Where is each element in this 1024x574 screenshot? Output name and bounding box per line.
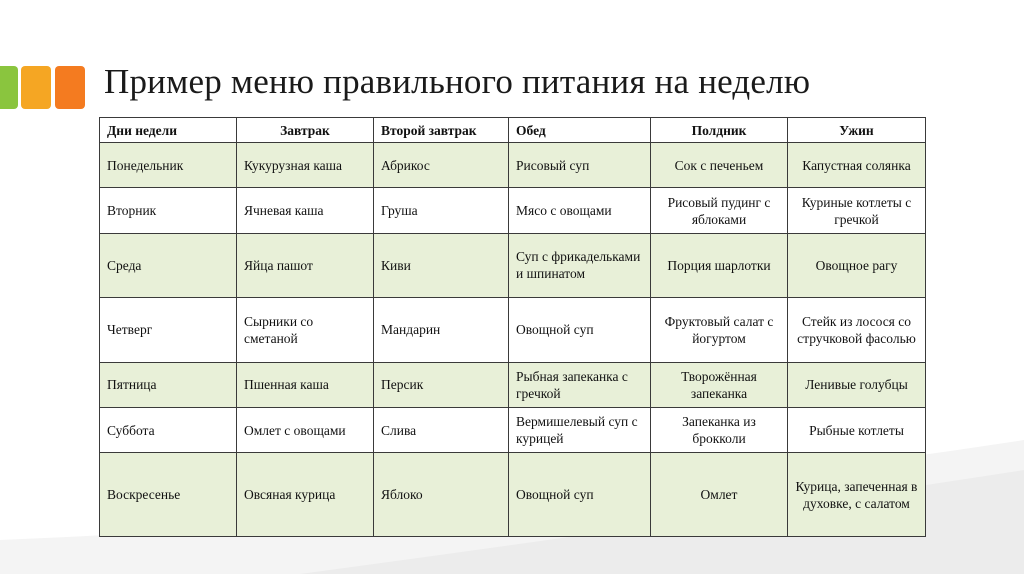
table-cell: Кукурузная каша	[237, 143, 374, 188]
table-cell: Запеканка из брокколи	[651, 408, 788, 453]
table-row	[100, 143, 926, 188]
table-cell: Груша	[374, 188, 509, 233]
table-cell: Стейк из лосося со стручковой фасолью	[788, 298, 926, 362]
table-cell: Куриные котлеты с гречкой	[788, 188, 926, 233]
table-cell: Воскресенье	[100, 453, 237, 537]
table-cell: Сырники со сметаной	[237, 298, 374, 362]
table-cell: Овощной суп	[509, 453, 651, 537]
table-cell: Мандарин	[374, 298, 509, 362]
table-cell: Понедельник	[100, 143, 237, 188]
table-cell: Сок с печеньем	[651, 143, 788, 188]
table-row	[100, 188, 926, 233]
table-cell: Рыбная запеканка с гречкой	[509, 362, 651, 407]
table-cell: Яблоко	[374, 453, 509, 537]
table-cell: Пятница	[100, 362, 237, 407]
table-cell: Овощное рагу	[788, 233, 926, 297]
table-cell: Ленивые голубцы	[788, 362, 926, 407]
table-cell: Овощной суп	[509, 298, 651, 362]
table-cell: Порция шарлотки	[651, 233, 788, 297]
header-cell: Ужин	[788, 118, 926, 143]
table-cell: Фруктовый салат с йогуртом	[651, 298, 788, 362]
table-cell: Абрикос	[374, 143, 509, 188]
table-cell: Рисовый пудинг с яблоками	[651, 188, 788, 233]
table-cell: Ячневая каша	[237, 188, 374, 233]
table-cell: Киви	[374, 233, 509, 297]
table-row	[100, 298, 926, 362]
table-row	[100, 362, 926, 407]
table-cell: Овсяная курица	[237, 453, 374, 537]
table-cell: Слива	[374, 408, 509, 453]
table-cell: Вторник	[100, 188, 237, 233]
table-cell: Творожённая запеканка	[651, 362, 788, 407]
table-cell: Суп с фрикадельками и шпинатом	[509, 233, 651, 297]
accent-square-orange	[55, 66, 85, 109]
table-row	[100, 453, 926, 537]
accent-square-yellow	[21, 66, 51, 109]
table-row	[100, 408, 926, 453]
table-cell: Пшенная каша	[237, 362, 374, 407]
weekly-menu-table	[99, 117, 926, 537]
table-cell: Омлет	[651, 453, 788, 537]
table-cell: Рисовый суп	[509, 143, 651, 188]
table-cell: Омлет с овощами	[237, 408, 374, 453]
table-cell: Среда	[100, 233, 237, 297]
table-cell: Капустная солянка	[788, 143, 926, 188]
table-row	[100, 233, 926, 297]
header-cell: Завтрак	[237, 118, 374, 143]
slide-title: Пример меню правильного питания на неделю	[104, 62, 811, 101]
table-cell: Мясо с овощами	[509, 188, 651, 233]
header-cell: Дни недели	[100, 118, 237, 143]
header-cell: Полдник	[651, 118, 788, 143]
header-cell: Обед	[509, 118, 651, 143]
table-cell: Вермишелевый суп с курицей	[509, 408, 651, 453]
table-cell: Четверг	[100, 298, 237, 362]
accent-square-green	[0, 66, 18, 109]
header-cell: Второй завтрак	[374, 118, 509, 143]
table-cell: Персик	[374, 362, 509, 407]
header-row	[100, 118, 926, 143]
table-cell: Суббота	[100, 408, 237, 453]
table-cell: Курица, запеченная в духовке, с салатом	[788, 453, 926, 537]
table-cell: Рыбные котлеты	[788, 408, 926, 453]
table-cell: Яйца пашот	[237, 233, 374, 297]
